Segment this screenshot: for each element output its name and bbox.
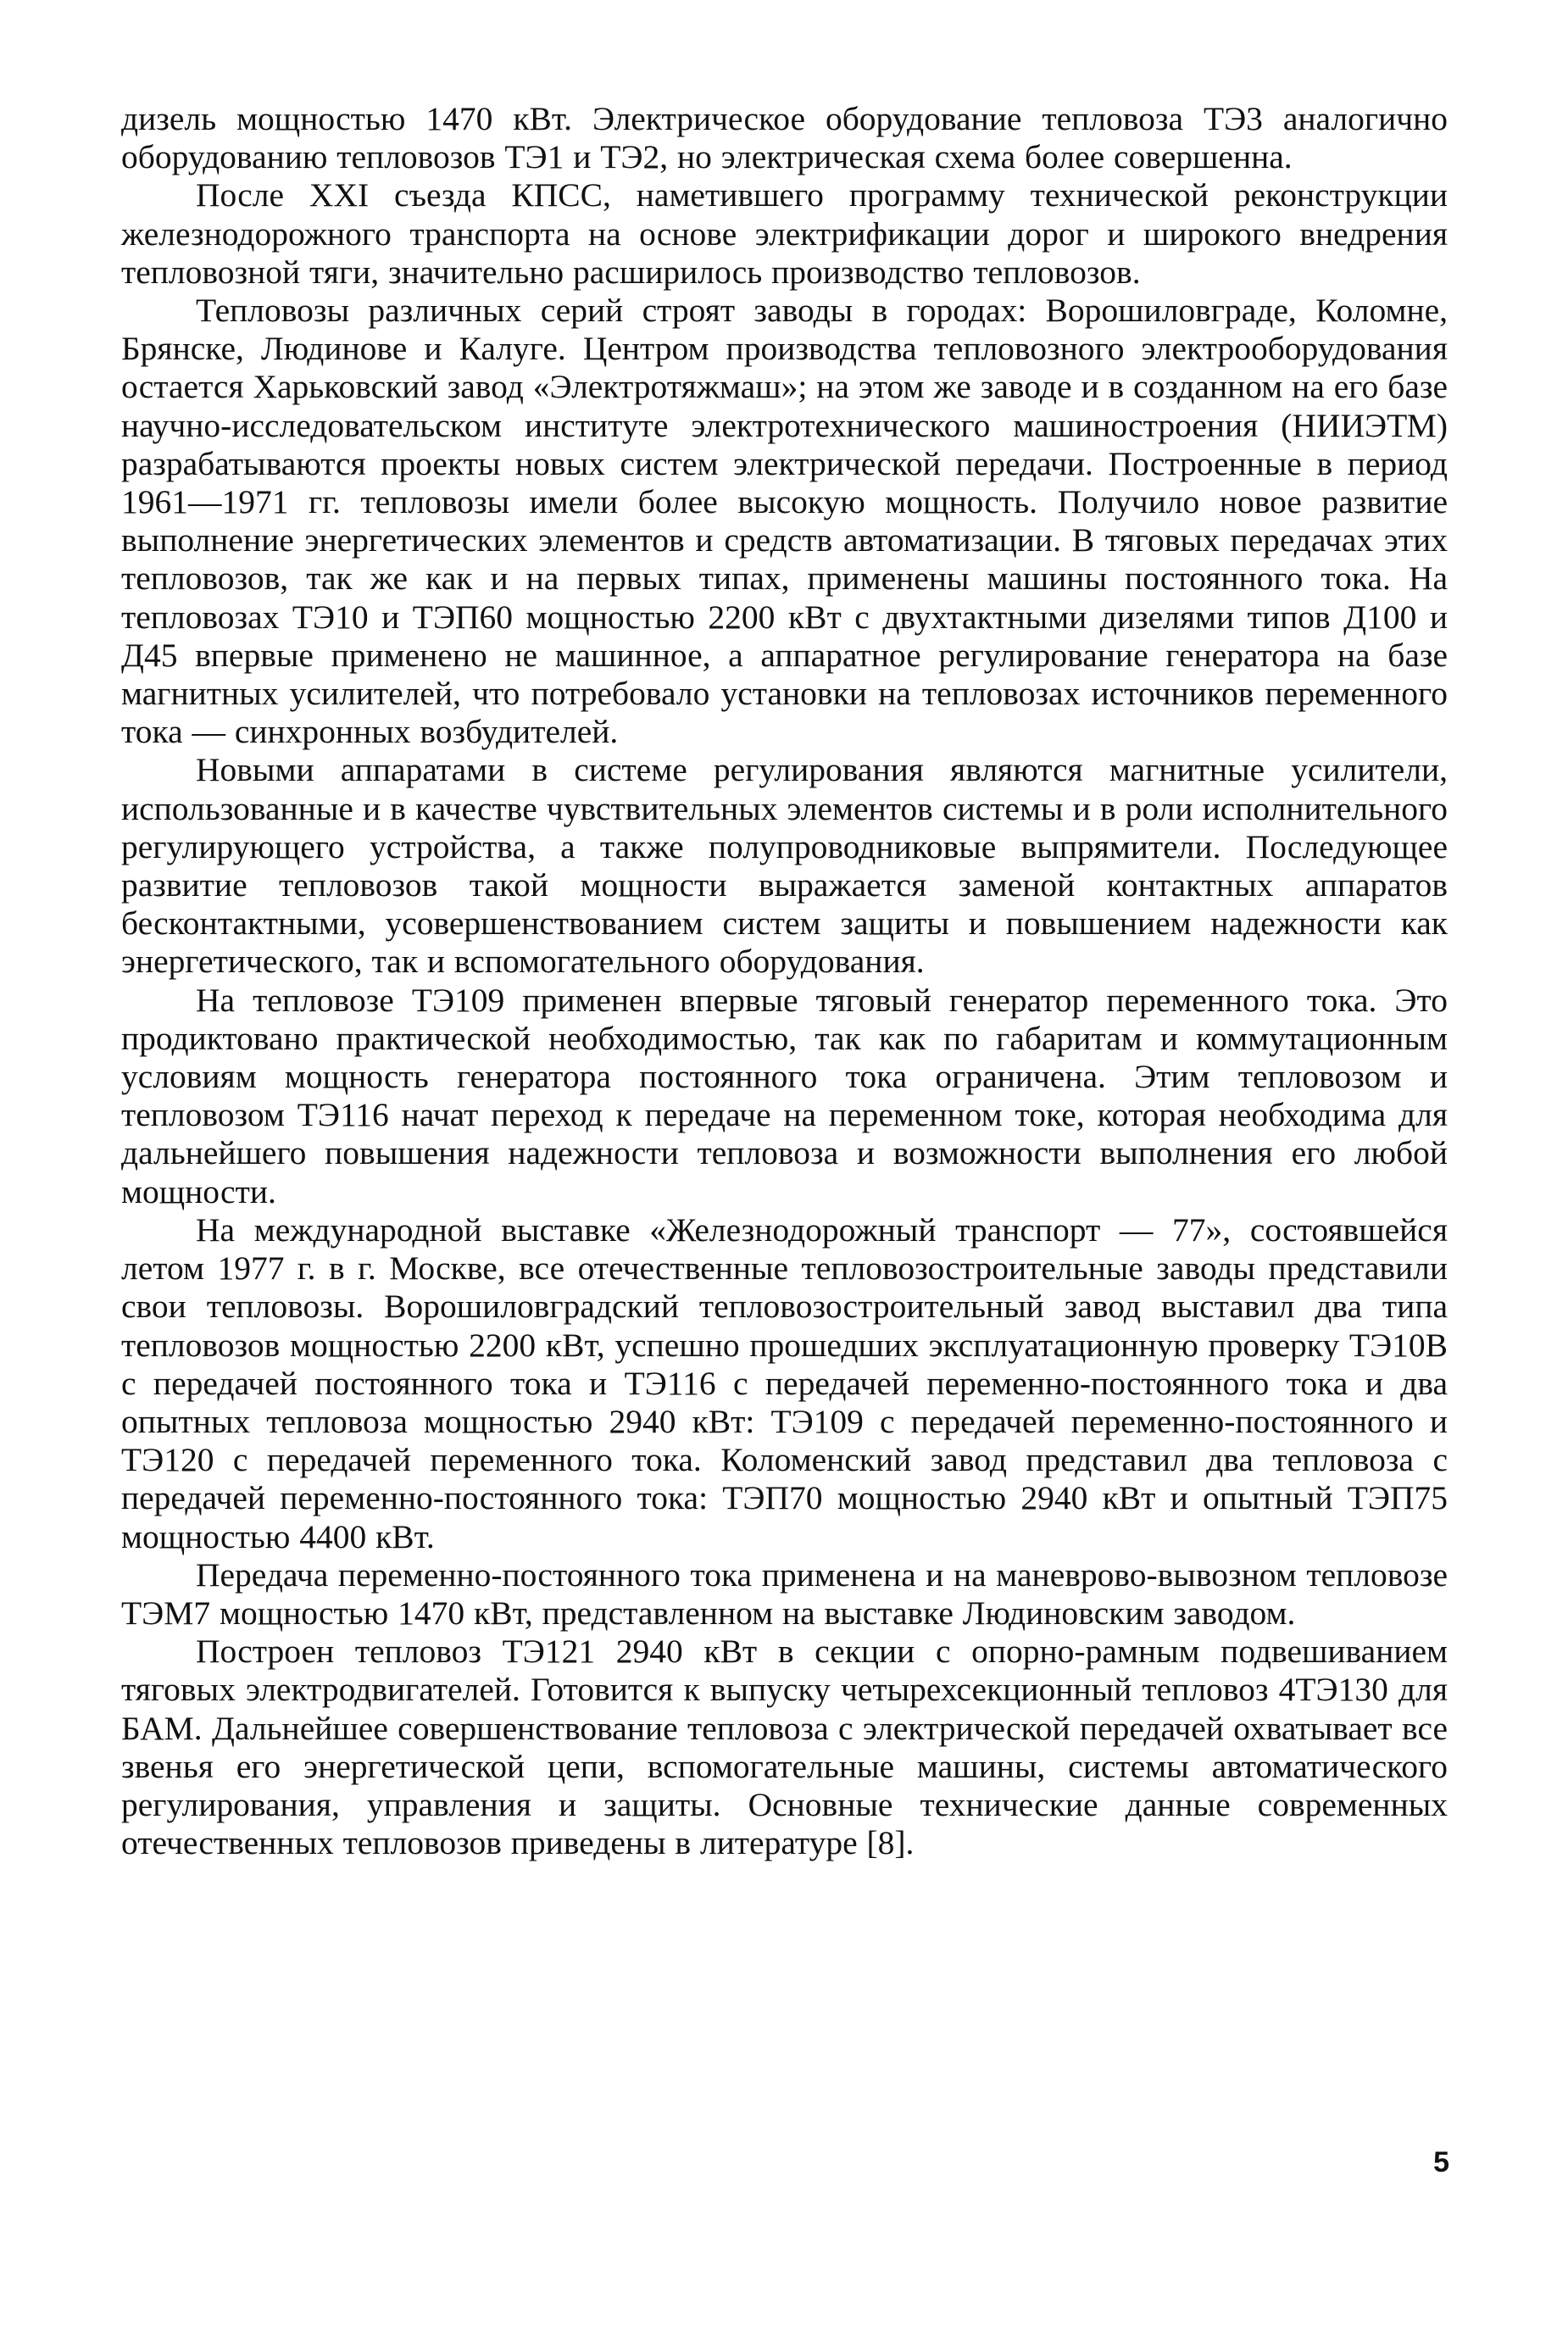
paragraph-2: После XXI съезда КПСС, наметившего программу технической реконструкции железнодорожного транспорта на основе электрификации дорог и широкого внедрения тепловозной тяги, значительно расширилось производство тепловозов.	[121, 176, 1448, 291]
paragraph-6: На международной выставке «Железнодорожный транспорт — 77», состоявшейся летом 1977 г. в г. Москве, все отечественные тепловозостроительные заводы представили свои тепловозы. Ворошиловградский тепловозостроительный завод выставил два типа тепловозов мощностью 2200 кВт, успешно прошедших эксплуатационную проверку ТЭ10В с передачей постоянного тока и ТЭ116 с передачей переменно-постоянного тока и два опытных тепловоза мощностью 2940 кВт: ТЭ109 с передачей переменно-постоянного и ТЭ120 с передачей переменного тока. Коломенский завод представил два тепловоза с передачей переменно-постоянного тока: ТЭП70 мощностью 2940 кВт и опытный ТЭП75 мощностью 4400 кВт.	[121, 1210, 1448, 1555]
paragraph-4: Новыми аппаратами в системе регулирования являются магнитные усилители, использованные и в качестве чувствительных элементов системы и в роли исполнительного регулирующего устройства, а также полупроводниковые выпрямители. Последующее развитие тепловозов такой мощности выражается заменой контактных аппаратов бесконтактными, усовершенствованием систем защиты и повышением надежности как энергетического, так и вспомогательного оборудования.	[121, 751, 1448, 981]
paragraph-8: Построен тепловоз ТЭ121 2940 кВт в секции с опорно-рамным подвешиванием тяговых электродвигателей. Готовится к выпуску четырехсекционный тепловоз 4ТЭ130 для БАМ. Дальнейшее совершенствование тепловоза с электрической передачей охватывает все звенья его энергетической цепи, вспомогательные машины, системы автоматического регулирования, управления и защиты. Основные технические данные современных отечественных тепловозов приведены в литературе [8].	[121, 1633, 1448, 1862]
paragraph-7: Передача переменно-постоянного тока применена и на маневрово-вывозном тепловозе ТЭМ7 мощностью 1470 кВт, представленном на выставке Людиновским заводом.	[121, 1555, 1448, 1632]
page-body	[121, 100, 1448, 2236]
paragraph-3: Тепловозы различных серий строят заводы в городах: Ворошиловграде, Коломне, Брянске, Людинове и Калуге. Центром производства тепловозного электрооборудования остается Харьковский завод «Электротяжмаш»; на этом же заводе и в созданном на его базе научно-исследовательском институте электротехнического машиностроения (НИИЭТМ) разрабатываются проекты новых систем электрической передачи. Построенные в период 1961—1971 гг. тепловозы имели более высокую мощность. Получило новое развитие выполнение энергетических элементов и средств автоматизации. В тяговых передачах этих тепловозов, так же как и на первых типах, применены машины постоянного тока. На тепловозах ТЭ10 и ТЭП60 мощностью 2200 кВт с двухтактными дизелями типов Д100 и Д45 впервые применено не машинное, а аппаратное регулирование генератора на базе магнитных усилителей, что потребовало установки на тепловозах источников переменного тока — синхронных возбудителей.	[121, 292, 1448, 751]
paragraph-1: дизель мощностью 1470 кВт. Электрическое оборудование тепловоза ТЭ3 аналогично оборудованию тепловозов ТЭ1 и ТЭ2, но электрическая схема более совершенна.	[121, 100, 1448, 176]
paragraph-5: На тепловозе ТЭ109 применен впервые тяговый генератор переменного тока. Это продиктовано практической необходимостью, так как по габаритам и коммутационным условиям мощность генератора постоянного тока ограничена. Этим тепловозом и тепловозом ТЭ116 начат переход к передаче на переменном токе, которая необходима для дальнейшего повышения надежности тепловоза и возможности выполнения его любой мощности.	[121, 981, 1448, 1210]
page-number: 5	[1433, 2146, 1449, 2178]
